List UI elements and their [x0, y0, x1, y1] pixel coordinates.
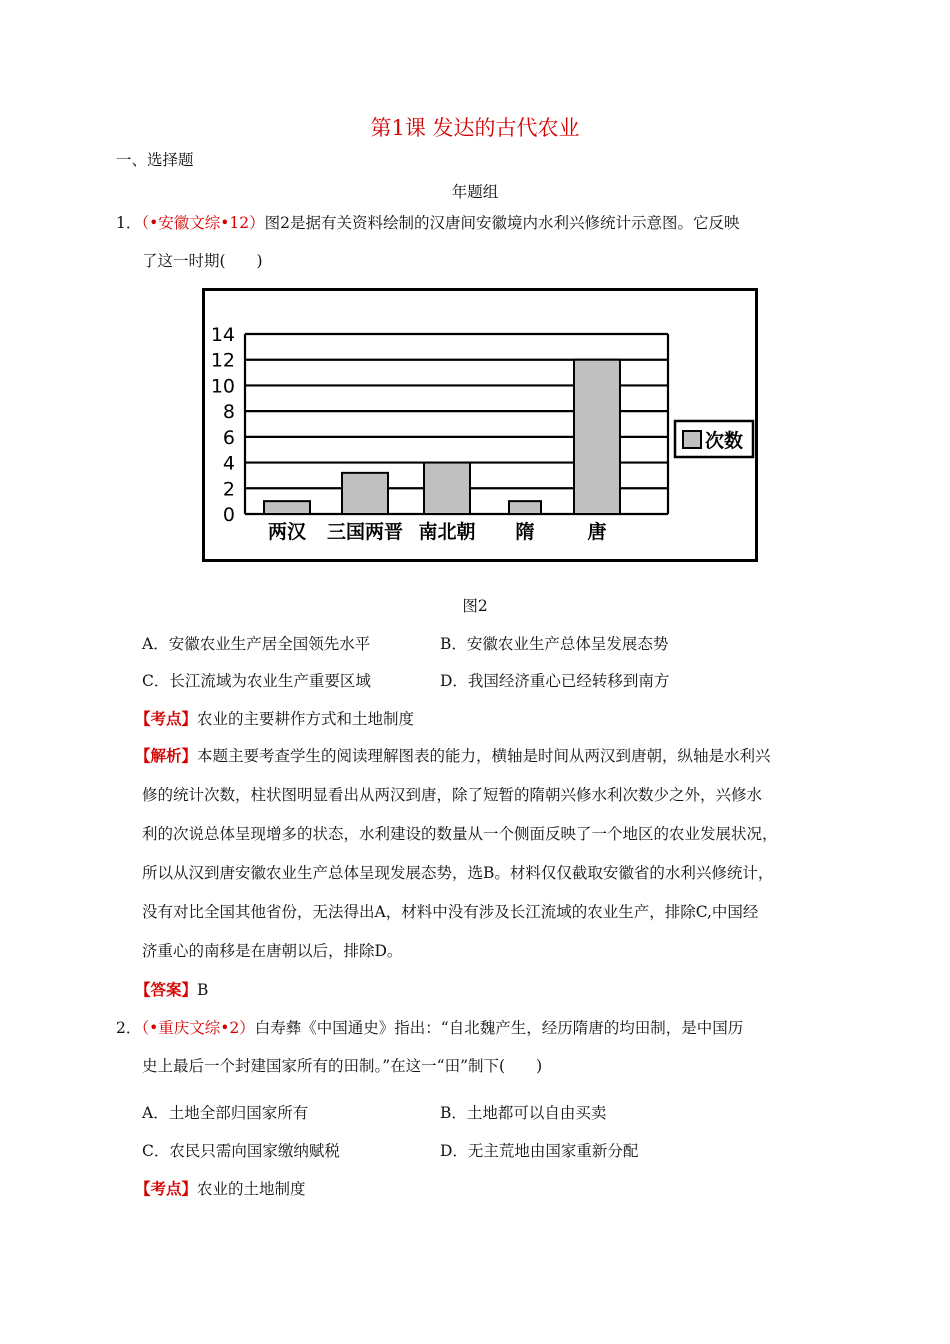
chart-legend: [675, 421, 753, 457]
q2-stem-line2: 史上最后一个封建国家所有的田制。”在这一“田”制下( ): [142, 1057, 543, 1075]
q1-jiexi-line3: 利的次说总体呈现增多的状态，水利建设的数量从一个侧面反映了一个地区的农业发展状况，: [142, 825, 778, 843]
bar: [342, 473, 388, 514]
q2-option-c: C．农民只需向国家缴纳赋税: [142, 1142, 340, 1160]
q1-source: （•安徽文综•12）: [141, 214, 265, 232]
q2-source: （•重庆文综•2）: [141, 1019, 255, 1037]
q1-option-c: C．长江流域为农业生产重要区域: [142, 672, 371, 690]
q2-stem-line1: [116, 1018, 743, 1038]
kaodian-label: 【考点】: [135, 709, 198, 728]
kaodian-text: 农业的主要耕作方式和土地制度: [197, 710, 415, 728]
q1-number: 1．: [116, 214, 142, 232]
x-tick-label: 唐: [587, 521, 607, 543]
q1-option-d: D．我国经济重心已经转移到南方: [440, 672, 670, 690]
q2-stem-text: 白寿彝《中国通史》指出：“自北魏产生，经历隋唐的均田制，是中国历: [254, 1019, 744, 1037]
y-tick-label: 6: [222, 426, 235, 449]
figure-caption: 图2: [462, 597, 488, 615]
bar: [264, 501, 310, 514]
chart-x-ticks: [268, 520, 607, 543]
legend-label: 次数: [705, 430, 744, 452]
q2-number: 2．: [116, 1019, 142, 1037]
jiexi-text: 本题主要考查学生的阅读理解图表的能力，横轴是时间从两汉到唐朝，纵轴是水利兴: [197, 747, 771, 765]
q1-jiexi-line6: 济重心的南移是在唐朝以后，排除D。: [142, 942, 403, 960]
answer-label: 【答案】: [135, 980, 198, 999]
y-tick-label: 8: [222, 401, 235, 424]
y-tick-label: 4: [222, 452, 235, 475]
section-heading: 一、选择题: [116, 151, 194, 169]
q1-kaodian: [135, 709, 414, 729]
q1-jiexi-line4: 所以从汉到唐安徽农业生产总体呈现发展态势，选B。材料仅仅截取安徽省的水利兴修统计，: [142, 864, 774, 882]
q1-stem-text: 图2是据有关资料绘制的汉唐间安徽境内水利兴修统计示意图。它反映: [264, 214, 740, 232]
q2-option-a: A．土地全部归国家所有: [142, 1104, 309, 1122]
q2-option-d: D．无主荒地由国家重新分配: [440, 1142, 639, 1160]
y-tick-label: 2: [222, 478, 235, 501]
kaodian-label: 【考点】: [135, 1179, 198, 1198]
y-tick-label: 0: [222, 504, 235, 526]
x-tick-label: 隋: [515, 521, 535, 543]
q1-answer: [135, 980, 208, 1000]
y-tick-label: 10: [210, 375, 235, 398]
q1-stem-line2: 了这一时期( ): [142, 252, 263, 270]
q1-jiexi-line1: [135, 746, 771, 766]
q1-jiexi-line5: 没有对比全国其他省份，无法得出A，材料中没有涉及长江流域的农业生产，排除C,中国经: [142, 903, 759, 921]
q1-option-b: B．安徽农业生产总体呈发展态势: [440, 635, 669, 653]
bar: [424, 463, 470, 514]
legend-swatch: [683, 431, 701, 448]
q2-option-b: B．土地都可以自由买卖: [440, 1104, 607, 1122]
answer-text: B: [197, 981, 209, 999]
bar-chart: [205, 291, 755, 559]
x-tick-label: 两汉: [267, 521, 307, 543]
chart-y-ticks: [211, 324, 235, 526]
x-tick-label: 三国两晋: [326, 521, 404, 543]
kaodian-text: 农业的土地制度: [197, 1180, 306, 1198]
y-tick-label: 12: [210, 349, 235, 372]
group-heading: 年题组: [451, 183, 499, 201]
chart-frame: [202, 288, 758, 562]
bar: [509, 501, 541, 514]
q1-option-a: A．安徽农业生产居全国领先水平: [142, 635, 371, 653]
page-title: 第1课 发达的古代农业: [370, 116, 580, 140]
jiexi-label: 【解析】: [135, 746, 198, 765]
x-tick-label: 南北朝: [418, 521, 476, 543]
bar: [574, 360, 620, 514]
q2-kaodian: [135, 1179, 306, 1199]
q1-stem-line1: [116, 213, 740, 233]
y-tick-label: 14: [210, 324, 235, 346]
q1-jiexi-line2: 修的统计次数，柱状图明显看出从两汉到唐，除了短暂的隋朝兴修水利次数少之外，兴修水: [142, 786, 763, 804]
